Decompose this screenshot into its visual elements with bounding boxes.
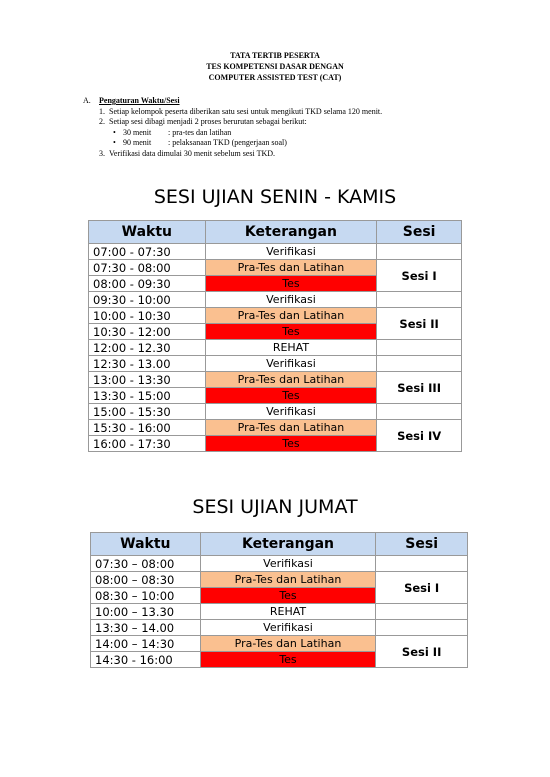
header-keterangan: Keterangan <box>205 221 377 244</box>
table-row <box>89 356 462 372</box>
section-heading: Pengaturan Waktu/Sesi <box>99 96 180 105</box>
time-cell: 08:30 – 10:00 <box>91 588 201 604</box>
desc-cell: REHAT <box>200 604 376 620</box>
sesi-cell-empty <box>376 556 468 572</box>
bullet-item <box>83 128 483 139</box>
time-cell: 12:00 - 12.30 <box>89 340 206 356</box>
time-cell: 10:00 – 13.30 <box>91 604 201 620</box>
list-text: Setiap kelompok peserta diberikan satu sesi untuk mengikuti TKD selama 120 menit. <box>109 106 383 116</box>
list-text: Setiap sesi dibagi menjadi 2 proses berurutan sebagai berikut: <box>109 117 307 126</box>
list-item <box>83 149 483 160</box>
list-item <box>83 107 483 118</box>
time-cell: 16:00 - 17:30 <box>89 436 206 452</box>
sesi-cell: Sesi I <box>376 572 468 604</box>
time-cell: 15:30 - 16:00 <box>89 420 206 436</box>
time-cell: 10:00 - 10:30 <box>89 308 206 324</box>
time-cell: 14:00 – 14:30 <box>91 636 201 652</box>
time-cell: 09:30 - 10:00 <box>89 292 206 308</box>
time-cell: 08:00 – 08:30 <box>91 572 201 588</box>
desc-cell: Pra-Tes dan Latihan <box>205 308 377 324</box>
table-row <box>89 404 462 420</box>
list-number: 1. <box>99 106 105 116</box>
list-number: 3. <box>99 148 105 158</box>
sesi-cell: Sesi I <box>377 260 462 292</box>
title-line-1: TATA TERTIB PESERTA <box>230 51 320 60</box>
bullet-duration: 30 menit <box>123 127 152 137</box>
table-row <box>89 308 462 324</box>
desc-cell: Pra-Tes dan Latihan <box>205 260 377 276</box>
sesi-cell: Sesi III <box>377 372 462 404</box>
table-header-row <box>89 221 462 244</box>
header-sesi: Sesi <box>376 533 468 556</box>
table-row <box>91 604 468 620</box>
schedule-table-friday <box>90 532 468 668</box>
table-row <box>89 420 462 436</box>
title-line-2: TES KOMPETENSI DASAR DENGAN <box>206 62 344 71</box>
section-letter: A. <box>83 96 91 105</box>
desc-cell: Tes <box>205 388 377 404</box>
bullet-text: : pra-tes dan latihan <box>168 127 232 137</box>
time-cell: 07:30 – 08:00 <box>91 556 201 572</box>
schedule-table-mon-thu <box>88 220 462 452</box>
sesi-cell: Sesi II <box>376 636 468 668</box>
bullet-icon: • <box>113 127 116 137</box>
time-cell: 07:30 - 08:00 <box>89 260 206 276</box>
sesi-cell: Sesi IV <box>377 420 462 452</box>
bullet-icon: • <box>113 138 116 147</box>
table-row <box>89 372 462 388</box>
desc-cell: Verifikasi <box>205 404 377 420</box>
desc-cell: Verifikasi <box>205 244 377 260</box>
time-cell: 08:00 - 09:30 <box>89 276 206 292</box>
list-item <box>83 117 483 128</box>
desc-cell: Pra-Tes dan Latihan <box>205 372 377 388</box>
time-cell: 12:30 - 13.00 <box>89 356 206 372</box>
table-row <box>89 292 462 308</box>
table-header-row <box>91 533 468 556</box>
table-row <box>91 556 468 572</box>
table-row <box>89 260 462 276</box>
desc-cell: Tes <box>205 436 377 452</box>
table-row <box>89 340 462 356</box>
sesi-cell-empty <box>376 620 468 636</box>
desc-cell: Verifikasi <box>205 356 377 372</box>
bullet-item <box>83 138 483 149</box>
header-keterangan: Keterangan <box>200 533 376 556</box>
table-row <box>91 572 468 588</box>
section-a <box>83 96 483 159</box>
time-cell: 10:30 - 12:00 <box>89 324 206 340</box>
table-row <box>89 244 462 260</box>
title-line-3: COMPUTER ASSISTED TEST (CAT) <box>208 73 342 82</box>
header-waktu: Waktu <box>89 221 206 244</box>
table-row <box>91 636 468 652</box>
sesi-cell-empty <box>377 244 462 260</box>
table-row <box>91 620 468 636</box>
schedule-heading-mon-thu: SESI UJIAN SENIN - KAMIS <box>153 186 397 208</box>
bullet-duration: 90 menit <box>123 138 152 147</box>
sesi-cell-empty <box>376 604 468 620</box>
list-text: Verifikasi data dimulai 30 menit sebelum sesi TKD. <box>109 148 276 158</box>
desc-cell: Verifikasi <box>205 292 377 308</box>
time-cell: 14:30 - 16:00 <box>91 652 201 668</box>
time-cell: 15:00 - 15:30 <box>89 404 206 420</box>
sesi-cell-empty <box>377 356 462 372</box>
sesi-cell-empty <box>377 404 462 420</box>
sesi-cell-empty <box>377 340 462 356</box>
desc-cell: Verifikasi <box>200 620 376 636</box>
desc-cell: Pra-Tes dan Latihan <box>200 572 376 588</box>
desc-cell: Tes <box>205 324 377 340</box>
desc-cell: Pra-Tes dan Latihan <box>205 420 377 436</box>
time-cell: 13:30 – 14.00 <box>91 620 201 636</box>
bullet-text: : pelaksanaan TKD (pengerjaan soal) <box>168 138 287 147</box>
sesi-cell: Sesi II <box>377 308 462 340</box>
list-number: 2. <box>99 117 105 126</box>
header-waktu: Waktu <box>91 533 201 556</box>
desc-cell: REHAT <box>205 340 377 356</box>
desc-cell: Tes <box>200 652 376 668</box>
time-cell: 07:00 - 07:30 <box>89 244 206 260</box>
desc-cell: Pra-Tes dan Latihan <box>200 636 376 652</box>
desc-cell: Verifikasi <box>200 556 376 572</box>
time-cell: 13:30 - 15:00 <box>89 388 206 404</box>
sesi-cell-empty <box>377 292 462 308</box>
time-cell: 13:00 - 13:30 <box>89 372 206 388</box>
desc-cell: Tes <box>200 588 376 604</box>
desc-cell: Tes <box>205 276 377 292</box>
header-sesi: Sesi <box>377 221 462 244</box>
schedule-heading-friday: SESI UJIAN JUMAT <box>192 496 358 518</box>
section-a-heading-row <box>83 96 483 107</box>
document-title <box>0 50 550 83</box>
